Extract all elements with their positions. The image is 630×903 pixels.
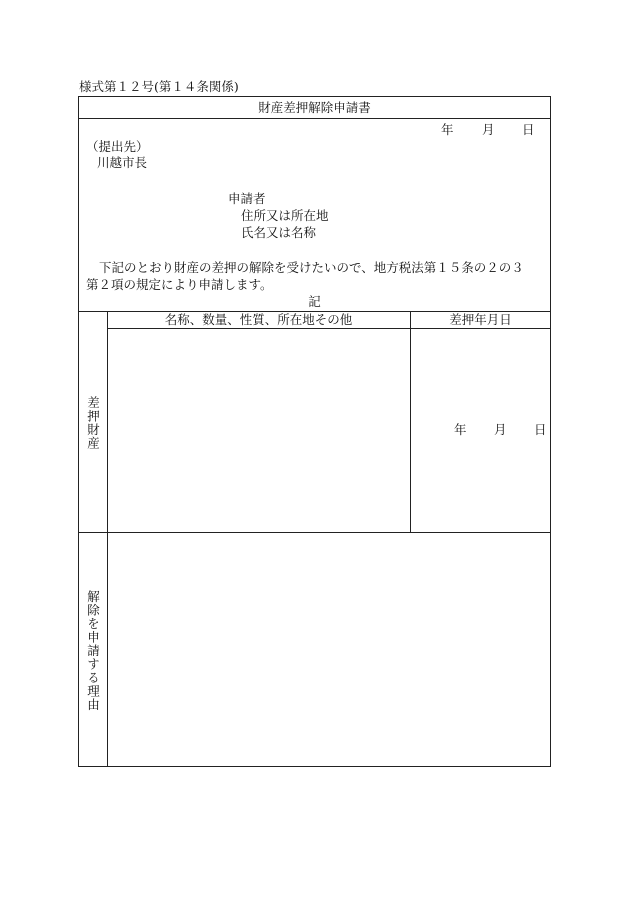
release-reason-label: 解除を申請する理由 [85, 590, 101, 712]
title-divider [78, 118, 551, 119]
seized-property-label: 差押財産 [85, 396, 101, 450]
header-row-divider [107, 328, 551, 329]
date-month: 月 [482, 122, 495, 137]
ki-heading: 記 [308, 294, 321, 309]
form-table [78, 96, 551, 767]
side-label-column-line [107, 311, 108, 767]
col-header-seizure-date: 差押年月日 [449, 312, 512, 327]
body-text-line1: 下記のとおり財産の差押の解除を受けたいので、地方税法第１５条の２の３ [99, 260, 524, 275]
col-header-item: 名称、数量、性質、所在地その他 [164, 312, 353, 327]
seizure-date-day: 日 [534, 422, 547, 437]
applicant-address-label: 住所又は所在地 [241, 208, 329, 223]
date-day: 日 [522, 122, 535, 137]
body-text-line2: 第２項の規定により申請します。 [86, 277, 273, 292]
date-year: 年 [441, 122, 454, 137]
form-title: 財産差押解除申請書 [258, 100, 371, 115]
applicant-name-label: 氏名又は名称 [241, 225, 317, 240]
form-number: 様式第１２号(第１４条関係) [79, 79, 239, 94]
date-column-line [410, 311, 411, 532]
seizure-date-month: 月 [494, 422, 507, 437]
seizure-date-year: 年 [454, 422, 467, 437]
section-divider-bottom [78, 532, 551, 533]
recipient-name: 川越市長 [97, 155, 148, 170]
recipient-label: （提出先） [86, 139, 149, 154]
applicant-label: 申請者 [228, 191, 266, 206]
